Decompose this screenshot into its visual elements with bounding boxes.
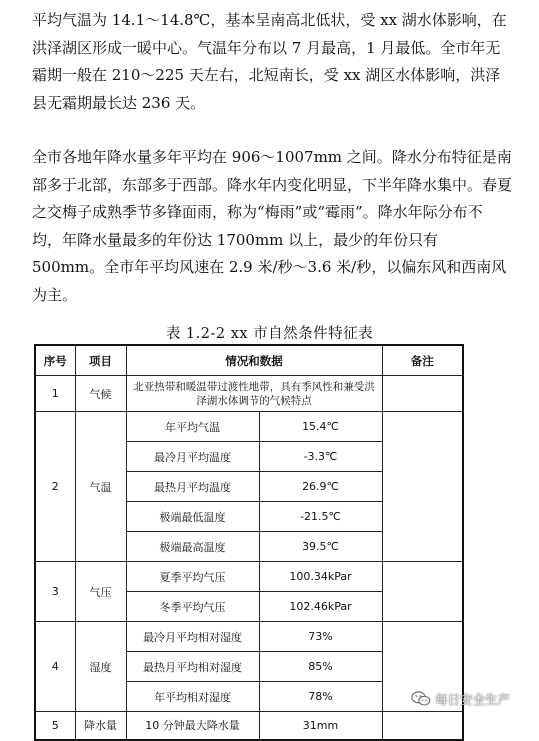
- table-row: [35, 412, 463, 442]
- row-no: 4: [35, 622, 75, 712]
- sub-item-value: -3.3℃: [259, 442, 382, 472]
- sub-item-value: 39.5℃: [259, 532, 382, 562]
- row-remark: [382, 412, 463, 562]
- sub-item-name: 年平均相对湿度: [126, 682, 259, 712]
- sub-item-value: 85%: [259, 652, 382, 682]
- sub-item-name: 最热月平均温度: [126, 472, 259, 502]
- table-row: [35, 712, 463, 740]
- sub-item-value: 15.4℃: [259, 412, 382, 442]
- climate-description: 北亚热带和暖温带过渡性地带，具有季风性和兼受洪泽湖水体调节的气候特点: [126, 376, 382, 412]
- row-no: 2: [35, 412, 75, 562]
- natural-conditions-table: [34, 344, 464, 741]
- sub-item-value: 73%: [259, 622, 382, 652]
- sub-item-value: 26.9℃: [259, 472, 382, 502]
- table-header-row: [35, 345, 463, 376]
- header-remark: 备注: [382, 345, 463, 376]
- header-data: 情况和数据: [126, 345, 382, 376]
- table-row: [35, 376, 463, 412]
- row-item: 湿度: [75, 622, 126, 712]
- row-item: 降水量: [75, 712, 126, 740]
- row-item: 气候: [75, 376, 126, 412]
- row-no: 5: [35, 712, 75, 740]
- sub-item-value: 102.46kPar: [259, 592, 382, 622]
- table-row: [35, 562, 463, 592]
- body-paragraph-precipitation: 全市各地年降水量多年平均在 906～1007mm 之间。降水分布特征是南部多于北部，东部多于西部。降水年内变化明显，下半年降水集中。春夏之交梅子成熟季节多锋面雨，称为“梅雨”或“霉雨”。降水年际分布不均，年降水量最多的年份达 1700mm 以上，最少的年份只有 500mm。全市年平均风速在 2.9 米/秒～3.6 米/秒，以偏东风和西南风为主。: [32, 148, 513, 304]
- row-no: 1: [35, 376, 75, 412]
- sub-item-name: 最冷月平均温度: [126, 442, 259, 472]
- sub-item-name: 最热月平均相对湿度: [126, 652, 259, 682]
- header-no: 序号: [35, 345, 75, 376]
- table-caption: 表 1.2-2 xx 市自然条件特征表: [165, 326, 374, 342]
- row-remark: [382, 712, 463, 740]
- table-row: [35, 622, 463, 652]
- sub-item-name: 夏季平均气压: [126, 562, 259, 592]
- row-remark: [382, 376, 463, 412]
- row-item: 气压: [75, 562, 126, 622]
- body-paragraph-temperature: 平均气温为 14.1～14.8℃，基本呈南高北低状，受 xx 湖水体影响，在洪泽湖区形成一暖中心。气温年分布以 7 月最高，1 月最低。全市年无霜期一般在 210～225 天左右，北短南长，受 xx 湖区水体影响，洪泽县无霜期最长达 236 天。: [32, 11, 507, 112]
- account-watermark: [411, 687, 510, 711]
- row-remark: [382, 562, 463, 622]
- watermark-text: 每日安全生产: [435, 692, 511, 707]
- sub-item-name: 极端最高温度: [126, 532, 259, 562]
- sub-item-name: 最冷月平均相对湿度: [126, 622, 259, 652]
- sub-item-name: 10 分钟最大降水量: [126, 712, 259, 740]
- row-no: 3: [35, 562, 75, 622]
- sub-item-name: 年平均气温: [126, 412, 259, 442]
- wechat-icon: [411, 690, 431, 708]
- sub-item-value: 78%: [259, 682, 382, 712]
- sub-item-name: 极端最低温度: [126, 502, 259, 532]
- row-item: 气温: [75, 412, 126, 562]
- header-item: 项目: [75, 345, 126, 376]
- sub-item-value: 100.34kPar: [259, 562, 382, 592]
- sub-item-value: -21.5℃: [259, 502, 382, 532]
- sub-item-value: 31mm: [259, 712, 382, 740]
- sub-item-name: 冬季平均气压: [126, 592, 259, 622]
